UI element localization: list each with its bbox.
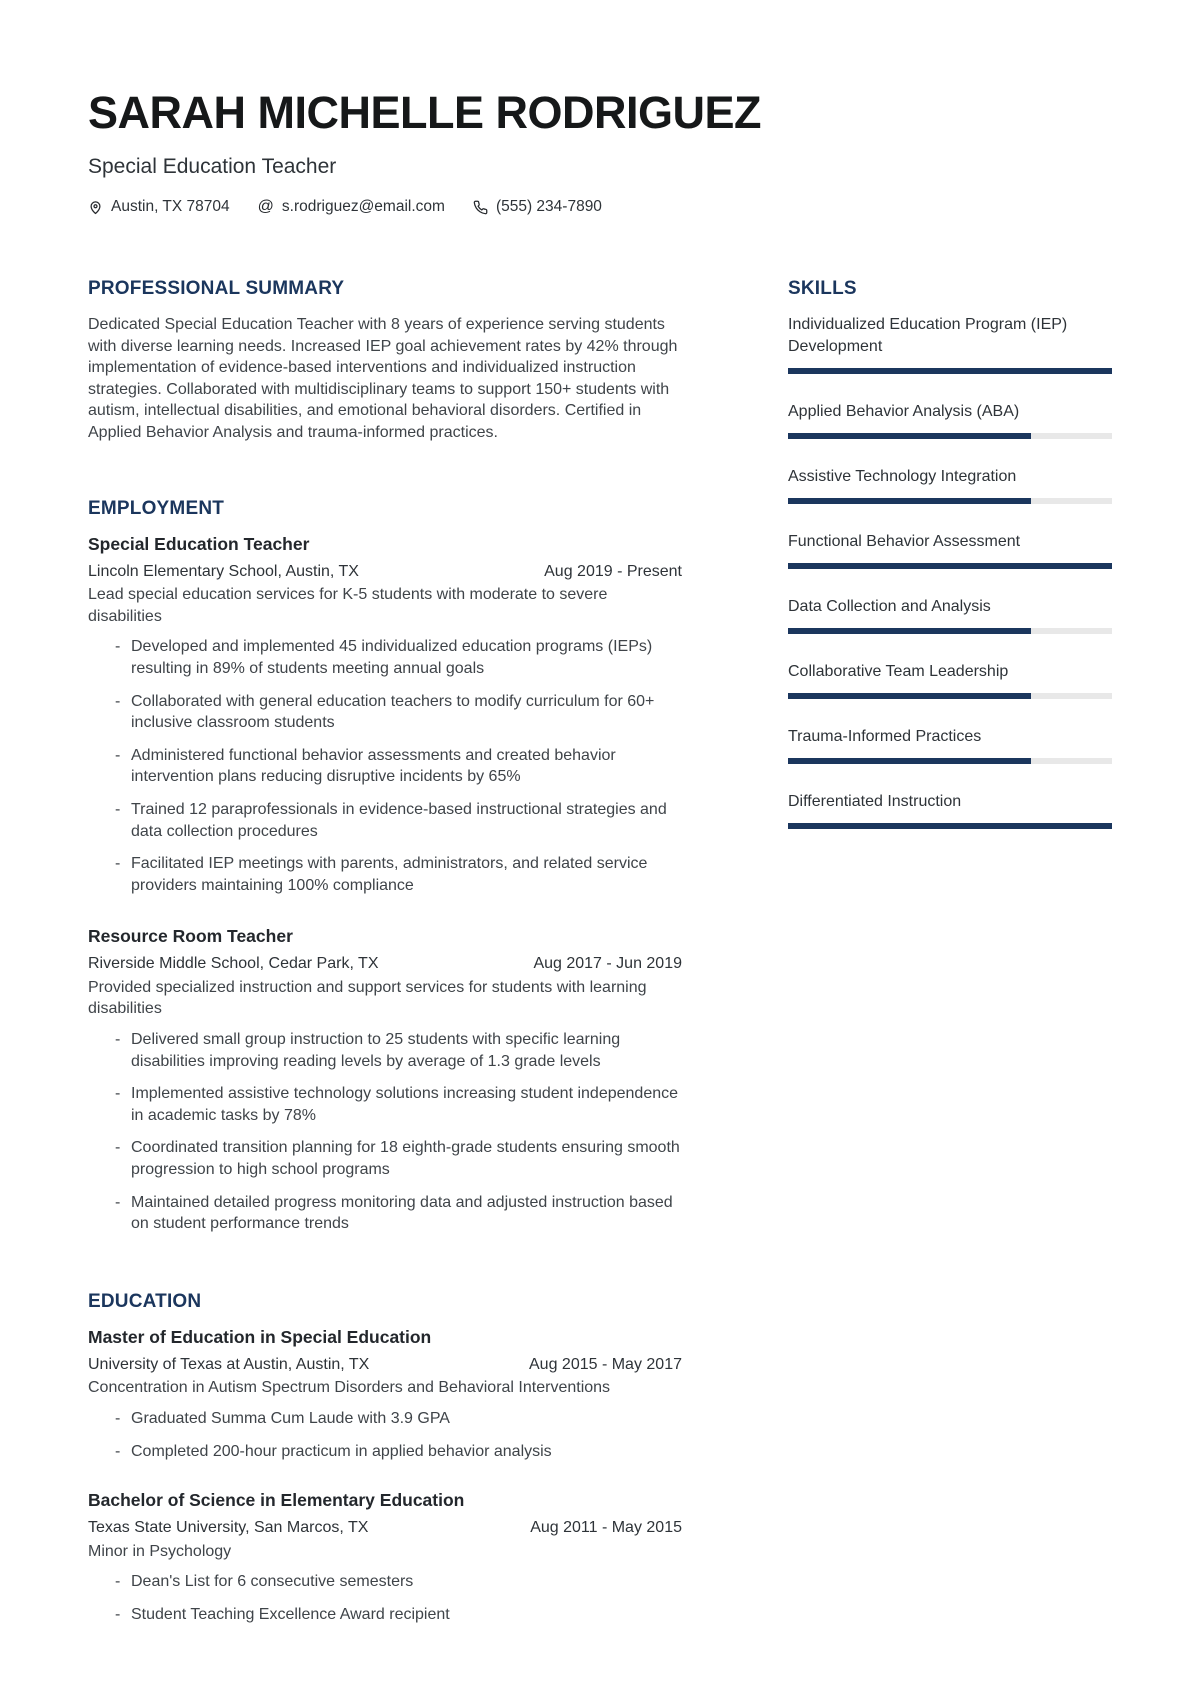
- degree-meta-row: [88, 1517, 682, 1539]
- section-professional-summary: [88, 278, 682, 444]
- skill-item: [788, 401, 1112, 439]
- skill-item: [788, 661, 1112, 699]
- job-dates: Aug 2017 - Jun 2019: [533, 955, 682, 973]
- candidate-name: SARAH MICHELLE RODRIGUEZ: [88, 87, 761, 138]
- degree-lead: Concentration in Autism Spectrum Disorders and Behavioral Interventions: [88, 1379, 611, 1397]
- skill-bar-fill: [788, 693, 1031, 699]
- degree-lead: Minor in Psychology: [88, 1542, 232, 1560]
- skills-sidebar: [788, 278, 1112, 856]
- skill-bar: [788, 433, 1112, 439]
- job-entry: [88, 534, 682, 897]
- job-lead: Provided specialized instruction and support services for students with learning disabilities: [88, 978, 647, 1018]
- skill-label: Collaborative Team Leadership: [788, 663, 1009, 680]
- list-item: - Administered functional behavior assessments and created behavior intervention plans reducing disruptive incidents by 65%: [88, 745, 682, 788]
- section-education: [88, 1291, 682, 1626]
- skill-bar: [788, 563, 1112, 569]
- job-meta-row: [88, 953, 682, 975]
- skill-item: [788, 726, 1112, 764]
- degree-meta-row: [88, 1354, 682, 1376]
- list-item: - Implemented assistive technology solutions increasing student independence in academic tasks by 78%: [88, 1083, 682, 1126]
- skill-item: [788, 314, 1112, 374]
- contact-location: [88, 198, 230, 216]
- skill-bar: [788, 758, 1112, 764]
- degree-title: Master of Education in Special Education: [88, 1326, 432, 1347]
- list-item: - Trained 12 paraprofessionals in evidence-based instructional strategies and data collection procedures: [88, 799, 682, 842]
- contact-location-text: Austin, TX 78704: [111, 198, 230, 215]
- degree-entry: [88, 1327, 682, 1462]
- skill-label: Differentiated Instruction: [788, 793, 962, 810]
- list-item: - Coordinated transition planning for 18 eighth-grade students ensuring smooth progression to high school programs: [88, 1137, 682, 1180]
- skill-label: Trauma-Informed Practices: [788, 728, 982, 745]
- skill-bar: [788, 693, 1112, 699]
- skill-label: Assistive Technology Integration: [788, 468, 1017, 485]
- skill-item: [788, 791, 1112, 829]
- degree-entry: [88, 1490, 682, 1625]
- location-pin-icon: [88, 200, 103, 215]
- skill-bar: [788, 498, 1112, 504]
- skill-bar: [788, 368, 1112, 374]
- list-item: - Maintained detailed progress monitoring data and adjusted instruction based on student performance trends: [88, 1192, 682, 1235]
- job-company: Riverside Middle School, Cedar Park, TX: [88, 955, 379, 973]
- job-bullets: [88, 1029, 682, 1235]
- resume-header: [88, 87, 1112, 216]
- phone-icon: [473, 200, 488, 215]
- main-column: [88, 278, 682, 1626]
- list-item: - Graduated Summa Cum Laude with 3.9 GPA: [88, 1408, 682, 1430]
- job-lead: Lead special education services for K-5 students with moderate to severe disabilities: [88, 586, 608, 625]
- list-item: - Dean's List for 6 consecutive semesters: [88, 1571, 682, 1593]
- skill-item: [788, 466, 1112, 504]
- skill-bar-fill: [788, 498, 1031, 504]
- job-title: Special Education Teacher: [88, 533, 310, 554]
- section-employment: [88, 498, 682, 1235]
- skill-label: Functional Behavior Assessment: [788, 533, 1021, 550]
- contact-phone: [473, 198, 602, 216]
- summary-heading: PROFESSIONAL SUMMARY: [88, 278, 345, 299]
- list-item: - Developed and implemented 45 individualized education programs (IEPs) resulting in 89% of students meeting annual goals: [88, 636, 682, 679]
- content-columns: [88, 278, 1112, 1626]
- skill-bar-fill: [788, 823, 1112, 829]
- skill-bar: [788, 823, 1112, 829]
- degree-dates: Aug 2011 - May 2015: [530, 1519, 682, 1537]
- list-item: - Student Teaching Excellence Award recipient: [88, 1604, 682, 1626]
- list-item: - Collaborated with general education teachers to modify curriculum for 60+ inclusive classroom students: [88, 691, 682, 734]
- job-bullets: [88, 636, 682, 896]
- job-meta-row: [88, 561, 682, 583]
- skill-label: Individualized Education Program (IEP) Development: [788, 316, 1068, 355]
- list-item: - Facilitated IEP meetings with parents, administrators, and related service providers maintaining 100% compliance: [88, 853, 682, 896]
- skill-bar: [788, 628, 1112, 634]
- skill-item: [788, 531, 1112, 569]
- degree-school: University of Texas at Austin, Austin, TX: [88, 1355, 370, 1373]
- job-dates: Aug 2019 - Present: [544, 562, 682, 580]
- contact-email: [258, 198, 445, 216]
- contact-row: [88, 198, 1112, 216]
- job-title: Resource Room Teacher: [88, 926, 293, 947]
- education-heading: EDUCATION: [88, 1290, 202, 1312]
- skill-bar-fill: [788, 563, 1112, 569]
- degree-bullets: [88, 1571, 682, 1625]
- list-item: - Delivered small group instruction to 25 students with specific learning disabilities improving reading levels by average of 1.3 grade levels: [88, 1029, 682, 1072]
- skills-heading: SKILLS: [788, 278, 857, 299]
- contact-email-text: s.rodriguez@email.com: [281, 198, 445, 215]
- summary-text: Dedicated Special Education Teacher with 8 years of experience serving students with diverse learning needs. Increased IEP goal achievement rates by 42% through implementation of evidence-based interventions and individualized instruction strategies. Collaborated with multidisciplinary teams to support 150+ students with autism, intellectual disabilities, and emotional behavioral disorders. Certified in Applied Behavior Analysis and trauma-informed practices.: [88, 316, 678, 441]
- skill-bar-fill: [788, 368, 1112, 374]
- degree-school: Texas State University, San Marcos, TX: [88, 1519, 369, 1537]
- degree-title: Bachelor of Science in Elementary Education: [88, 1490, 465, 1511]
- skill-label: Data Collection and Analysis: [788, 598, 991, 615]
- employment-heading: EMPLOYMENT: [88, 497, 225, 519]
- list-item: - Completed 200-hour practicum in applied behavior analysis: [88, 1441, 682, 1463]
- skill-bar-fill: [788, 433, 1031, 439]
- skill-label: Applied Behavior Analysis (ABA): [788, 403, 1020, 420]
- contact-phone-text: (555) 234-7890: [495, 198, 602, 215]
- degree-bullets: [88, 1408, 682, 1462]
- job-company: Lincoln Elementary School, Austin, TX: [88, 562, 359, 580]
- degree-dates: Aug 2015 - May 2017: [529, 1355, 682, 1373]
- skill-bar-fill: [788, 758, 1031, 764]
- skill-bar-fill: [788, 628, 1031, 634]
- skill-item: [788, 596, 1112, 634]
- job-entry: [88, 926, 682, 1235]
- candidate-title: Special Education Teacher: [88, 155, 337, 178]
- at-sign-icon: @: [257, 198, 274, 215]
